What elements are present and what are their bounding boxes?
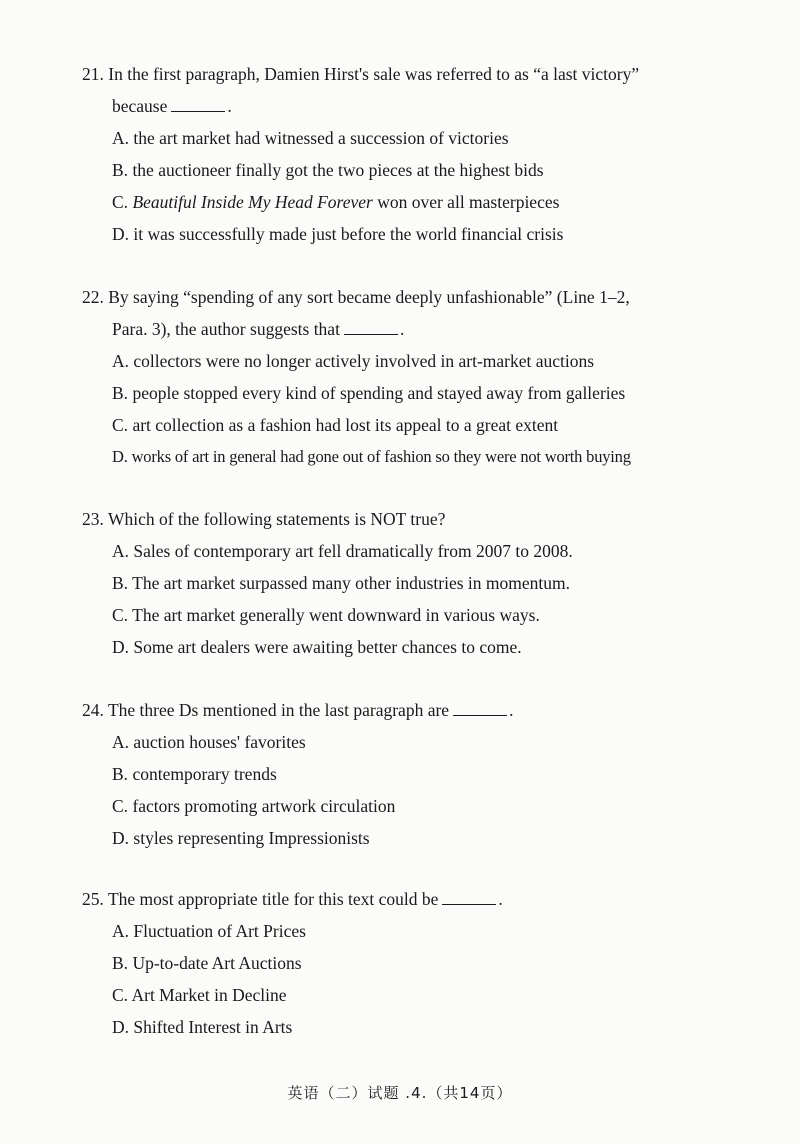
option-text: contemporary trends — [132, 764, 277, 784]
question-stem — [82, 883, 742, 915]
stem-text: The three Ds mentioned in the last paragraph are — [107, 700, 450, 720]
option-text: factors promoting artwork circulation — [132, 796, 396, 816]
option-c — [82, 409, 742, 441]
option-letter: A. — [112, 541, 130, 561]
answer-blank — [453, 697, 507, 716]
option-b — [82, 377, 742, 409]
option-letter: A. — [112, 921, 130, 941]
option-letter: D. — [112, 637, 130, 657]
option-b — [82, 154, 742, 186]
stem-text: Which of the following statements is NOT true? — [107, 509, 446, 529]
option-a — [82, 915, 742, 947]
question-stem — [82, 694, 742, 726]
option-text: collectors were no longer actively involved in art-market auctions — [133, 351, 595, 371]
option-text: styles representing Impressionists — [133, 828, 370, 848]
option-text: Up-to-date Art Auctions — [132, 953, 302, 973]
stem-end: . — [509, 700, 514, 720]
option-letter: B. — [112, 383, 129, 403]
option-c — [82, 599, 742, 631]
option-text: Fluctuation of Art Prices — [133, 921, 306, 941]
question-number: 21. — [82, 64, 104, 84]
question-25 — [82, 883, 742, 1043]
option-letter: A. — [112, 732, 130, 752]
stem-end: . — [498, 889, 503, 909]
stem-text: Para. 3), the author suggests that — [112, 319, 340, 339]
question-24 — [82, 694, 742, 854]
option-a — [82, 535, 742, 567]
option-letter: A. — [112, 351, 130, 371]
question-stem — [82, 281, 742, 313]
option-c — [82, 790, 742, 822]
option-letter: C. — [112, 415, 129, 435]
option-text: Sales of contemporary art fell dramatically from 2007 to 2008. — [133, 541, 573, 561]
stem-end: . — [227, 96, 232, 116]
option-letter: B. — [112, 953, 129, 973]
option-letter: A. — [112, 128, 130, 148]
option-letter: D. — [112, 224, 130, 244]
answer-blank — [344, 316, 398, 335]
option-letter: B. — [112, 573, 129, 593]
option-letter: D. — [112, 828, 130, 848]
option-a — [82, 122, 742, 154]
option-letter: C. — [112, 192, 129, 212]
question-number: 25. — [82, 889, 104, 909]
option-text: people stopped every kind of spending and stayed away from galleries — [132, 383, 626, 403]
option-text: won over all masterpieces — [372, 192, 560, 212]
stem-text: By saying “spending of any sort became deeply unfashionable” (Line 1–2, — [108, 287, 630, 307]
option-b — [82, 947, 742, 979]
option-letter: C. — [112, 796, 129, 816]
stem-text: because — [112, 96, 168, 116]
question-stem-continued — [82, 90, 742, 122]
question-23 — [82, 503, 742, 663]
question-number: 24. — [82, 700, 104, 720]
question-number: 22. — [82, 287, 104, 307]
stem-text: The most appropriate title for this text could be — [107, 889, 439, 909]
option-d — [82, 631, 742, 663]
question-21 — [82, 58, 742, 250]
option-letter: C. — [112, 985, 129, 1005]
option-d — [82, 1011, 742, 1043]
option-c — [82, 979, 742, 1011]
option-letter: D. — [112, 1017, 130, 1037]
option-text: art collection as a fashion had lost its appeal to a great extent — [132, 415, 559, 435]
option-letter: C. — [112, 605, 129, 625]
option-text: the auctioneer finally got the two pieces at the highest bids — [132, 160, 544, 180]
option-letter: D. — [112, 447, 128, 466]
option-c — [82, 186, 742, 218]
option-text: auction houses' favorites — [133, 732, 306, 752]
answer-blank — [442, 886, 496, 905]
question-stem — [82, 503, 742, 535]
option-text: Art Market in Decline — [131, 985, 287, 1005]
stem-text: In the first paragraph, Damien Hirst's sale was referred to as “a last victory” — [108, 64, 640, 84]
option-text: Shifted Interest in Arts — [133, 1017, 293, 1037]
stem-end: . — [399, 319, 405, 339]
option-letter: B. — [112, 160, 129, 180]
option-text: Some art dealers were awaiting better chances to come. — [133, 637, 522, 657]
option-d — [82, 218, 742, 250]
option-a — [82, 345, 742, 377]
page-footer: 英语（二）试题 .4.（共14页） — [287, 1084, 513, 1102]
option-text: The art market surpassed many other industries in momentum. — [132, 573, 571, 593]
option-d — [82, 822, 742, 854]
question-stem — [82, 58, 742, 90]
question-number: 23. — [82, 509, 104, 529]
question-stem-continued — [82, 313, 742, 345]
option-b — [82, 758, 742, 790]
option-text: The art market generally went downward in various ways. — [132, 605, 540, 625]
option-a — [82, 726, 742, 758]
option-b — [82, 567, 742, 599]
option-text: it was successfully made just before the world financial crisis — [133, 224, 564, 244]
question-22 — [82, 281, 742, 473]
option-title-italic: Beautiful Inside My Head Forever — [132, 192, 373, 212]
option-text: the art market had witnessed a succession of victories — [133, 128, 509, 148]
option-text: works of art in general had gone out of fashion so they were not worth buying — [131, 447, 631, 466]
option-letter: B. — [112, 764, 129, 784]
answer-blank — [171, 93, 225, 112]
option-d — [82, 441, 742, 473]
